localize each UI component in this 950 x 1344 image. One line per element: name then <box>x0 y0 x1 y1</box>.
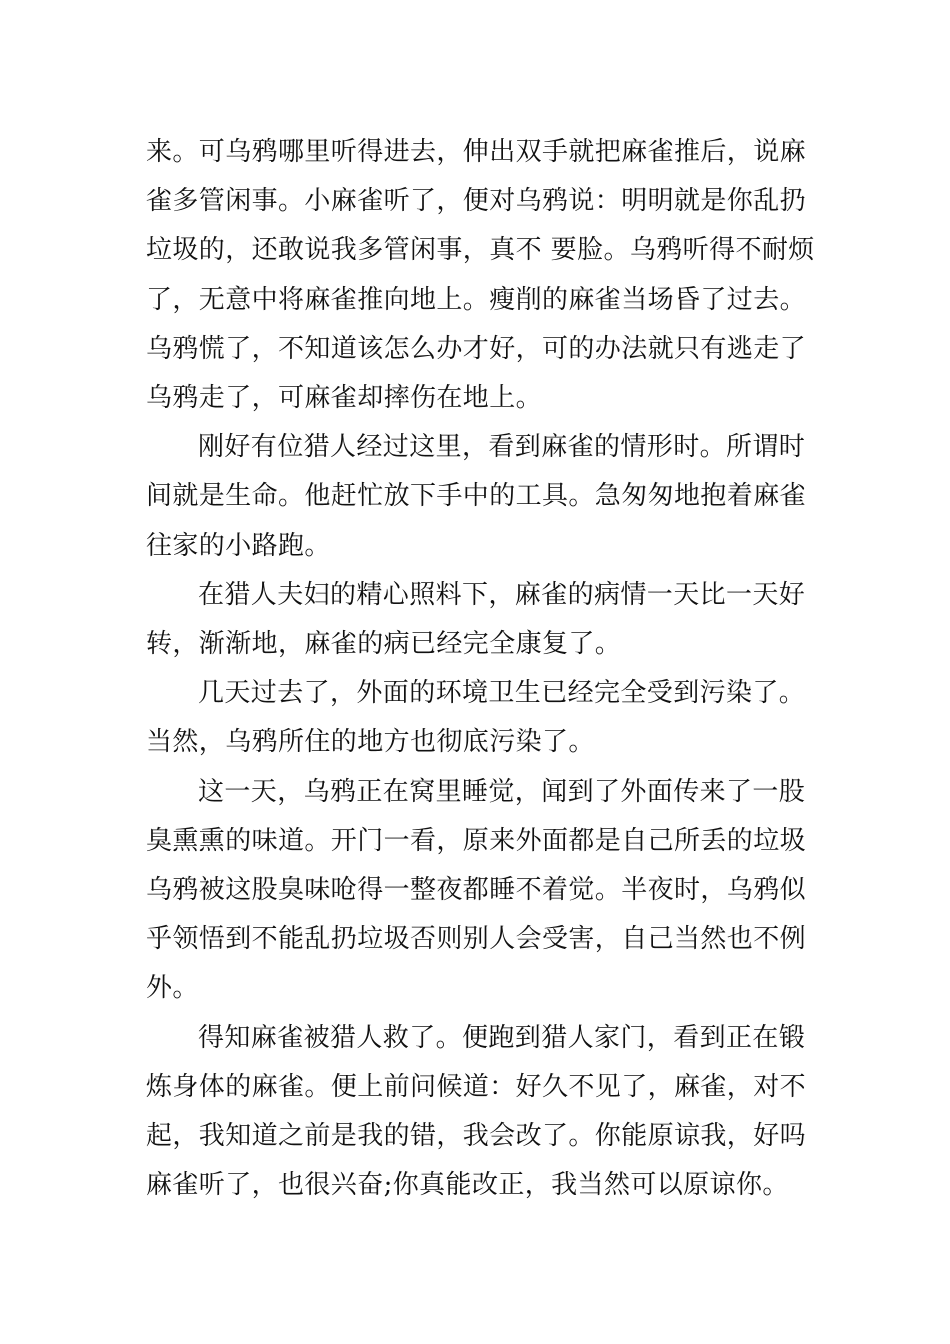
paragraph-5 <box>146 768 814 1014</box>
paragraph-4 <box>146 669 814 767</box>
text-line: 得知麻雀被猎人救了。便跑到猎人家门，看到正在锻 <box>198 1022 806 1053</box>
text-line: 炼身体的麻雀。便上前问候道：好久不见了，麻雀，对不 <box>146 1071 807 1102</box>
text-line: 间就是生命。他赶忙放下手中的工具。急匆匆地抱着麻雀 <box>146 481 807 512</box>
paragraph-6 <box>146 1014 814 1211</box>
text-line: 外。 <box>146 973 199 1004</box>
text-line: 麻雀听了，也很兴奋;你真能改正，我当然可以原谅你。 <box>146 1170 789 1201</box>
text-line: 乌鸦走了，可麻雀却摔伤在地上。 <box>146 383 543 414</box>
text-line: 乎领悟到不能乱扔垃圾否则别人会受害，自己当然也不例 <box>146 924 807 955</box>
text-line: 往家的小路跑。 <box>146 530 331 561</box>
text-line: 臭熏熏的味道。开门一看，原来外面都是自己所丢的垃圾 <box>146 825 807 856</box>
text-line: 垃圾的，还敢说我多管闲事，真不 要脸。乌鸦听得不耐烦 <box>146 235 815 266</box>
text-line: 转，渐渐地，麻雀的病已经完全康复了。 <box>146 629 622 660</box>
text-line: 来。可乌鸦哪里听得进去，伸出双手就把麻雀推后，说麻 <box>146 137 807 167</box>
text-line: 起，我知道之前是我的错，我会改了。你能原谅我，好吗 <box>146 1121 807 1152</box>
text-line: 乌鸦慌了，不知道该怎么办才好，可的办法就只有逃走了 <box>146 333 807 364</box>
text-line: 几天过去了，外面的环境卫生已经完全受到污染了。 <box>198 678 806 709</box>
text-line: 雀多管闲事。小麻雀听了，便对乌鸦说：明明就是你乱扔 <box>146 186 807 217</box>
document-page <box>146 128 814 1210</box>
paragraph-1 <box>146 128 814 423</box>
text-line: 刚好有位猎人经过这里，看到麻雀的情形时。所谓时 <box>198 432 806 463</box>
text-line: 乌鸦被这股臭味呛得一整夜都睡不着觉。半夜时，乌鸦似 <box>146 875 807 906</box>
text-line: 当然，乌鸦所住的地方也彻底污染了。 <box>146 727 595 758</box>
text-line: 了，无意中将麻雀推向地上。瘦削的麻雀当场昏了过去。 <box>146 284 807 315</box>
paragraph-2 <box>146 423 814 571</box>
paragraph-3 <box>146 571 814 669</box>
text-line: 这一天，乌鸦正在窝里睡觉，闻到了外面传来了一股 <box>198 776 806 807</box>
text-line: 在猎人夫妇的精心照料下，麻雀的病情一天比一天好 <box>198 579 806 610</box>
